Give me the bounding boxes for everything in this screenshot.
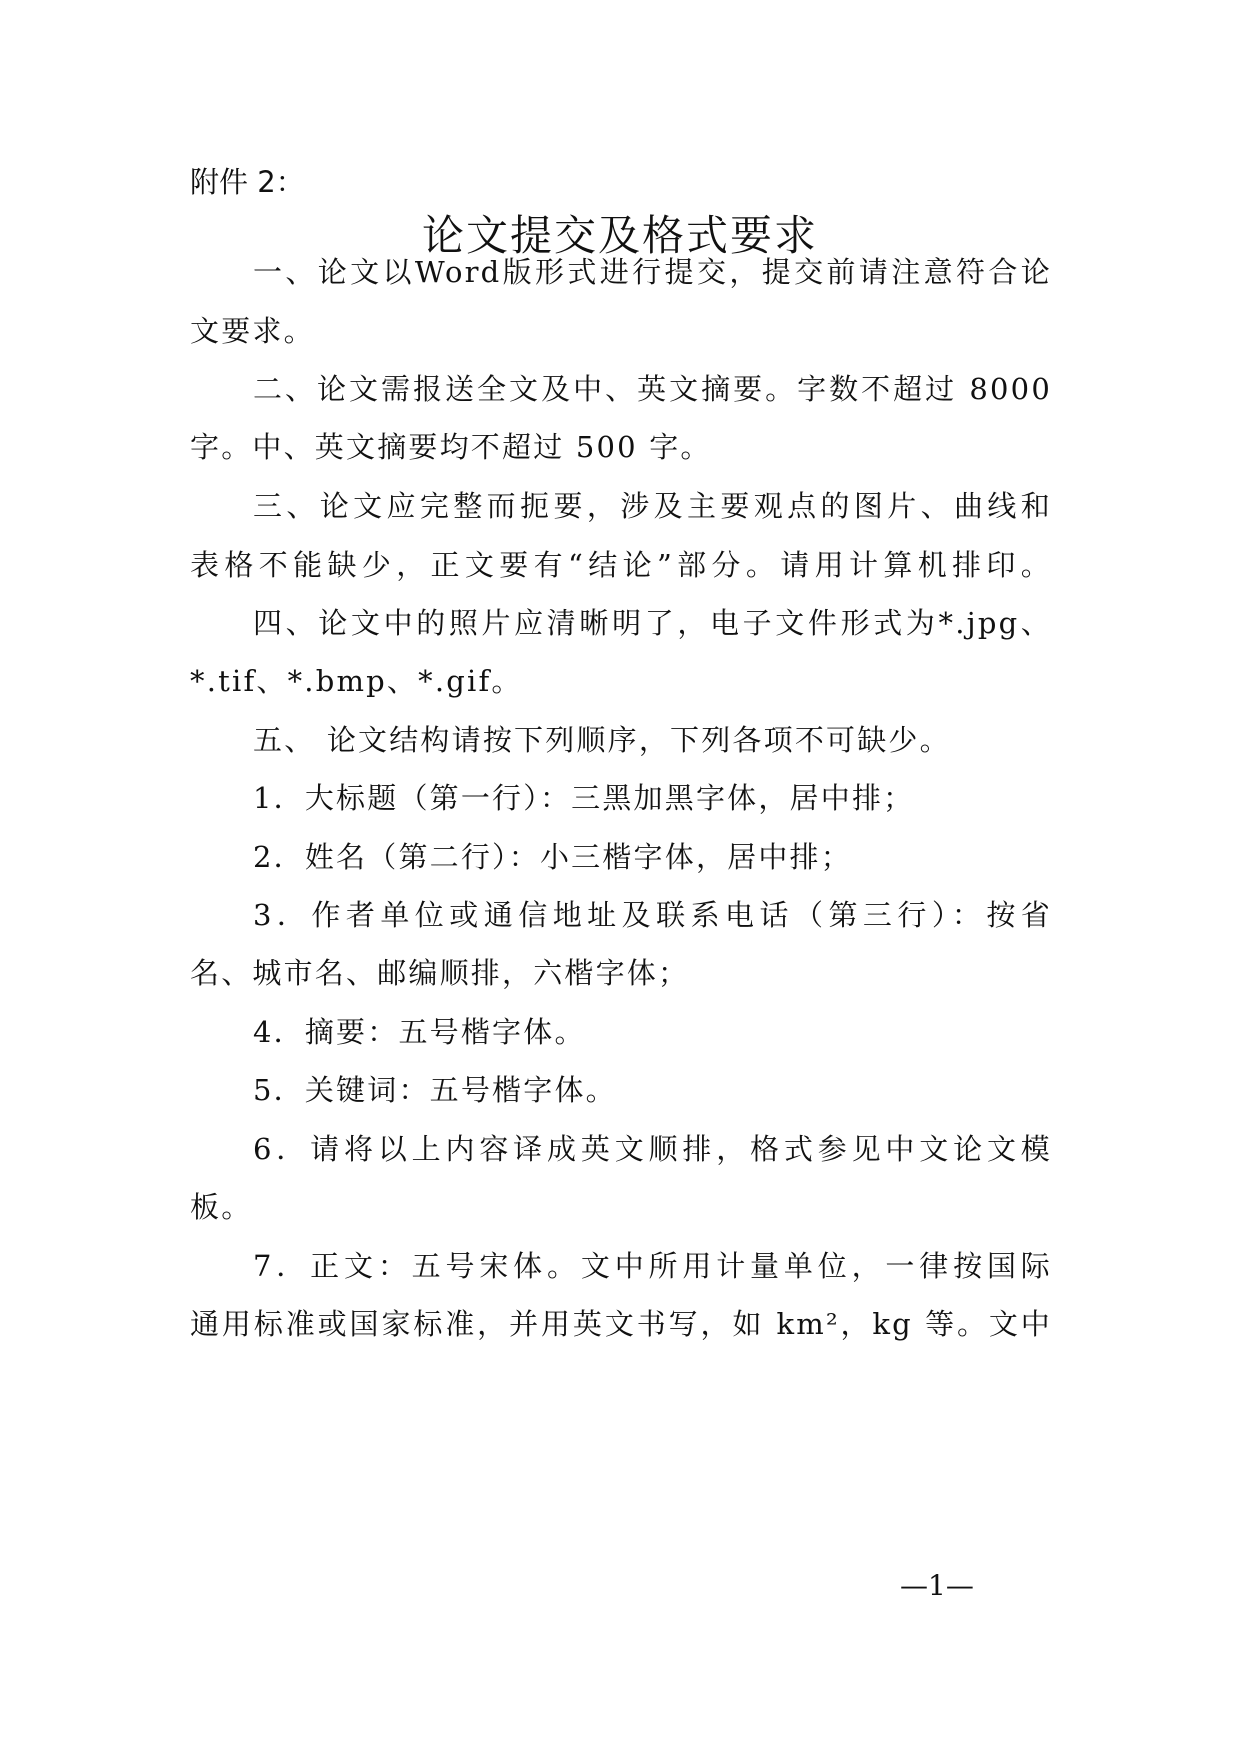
list-item-3-line-2: 名、城市名、邮编顺排，六楷字体； [190, 956, 690, 990]
paragraph-5-line-1: 五、 论文结构请按下列顺序，下列各项不可缺少。 [253, 723, 951, 757]
list-item-7-line-2: 通用标准或国家标准，并用英文书写，如 km²，kg 等。文中 [190, 1307, 1052, 1341]
list-item-5: 5．关键词：五号楷字体。 [253, 1073, 617, 1107]
document-title: 论文提交及格式要求 [421, 211, 818, 260]
list-item-7-line-1: 7．正文：五号宋体。文中所用计量单位，一律按国际 [253, 1249, 1052, 1283]
list-item-6-line-1: 6．请将以上内容译成英文顺排，格式参见中文论文模 [253, 1132, 1052, 1166]
paragraph-2-line-2: 字。中、英文摘要均不超过 500 字。 [190, 430, 712, 464]
paragraph-1-line-2: 文要求。 [190, 314, 315, 348]
list-item-2: 2．姓名（第二行）：小三楷字体，居中排； [253, 840, 852, 874]
page-number: —1— [900, 1569, 974, 1602]
list-item-4: 4．摘要：五号楷字体。 [253, 1015, 586, 1049]
list-item-6-line-2: 板。 [190, 1190, 253, 1224]
paragraph-4-line-2: *.tif、*.bmp、*.gif。 [190, 664, 523, 698]
paragraph-3-line-1: 三、论文应完整而扼要，涉及主要观点的图片、曲线和 [253, 489, 1052, 523]
list-item-1: 1．大标题（第一行）：三黑加黑字体，居中排； [253, 781, 915, 815]
paragraph-3-line-2: 表格不能缺少，正文要有“结论”部分。请用计算机排印。 [190, 548, 1052, 582]
attachment-label: 附件 2： [190, 165, 305, 199]
paragraph-1-line-1: 一、论文以Word版形式进行提交，提交前请注意符合论 [253, 255, 1052, 289]
list-item-3-line-1: 3．作者单位或通信地址及联系电话（第三行）：按省 [253, 898, 1052, 932]
paragraph-2-line-1: 二、论文需报送全文及中、英文摘要。字数不超过 8000 [253, 372, 1052, 406]
paragraph-4-line-1: 四、论文中的照片应清晰明了，电子文件形式为*.jpg、 [253, 606, 1052, 640]
